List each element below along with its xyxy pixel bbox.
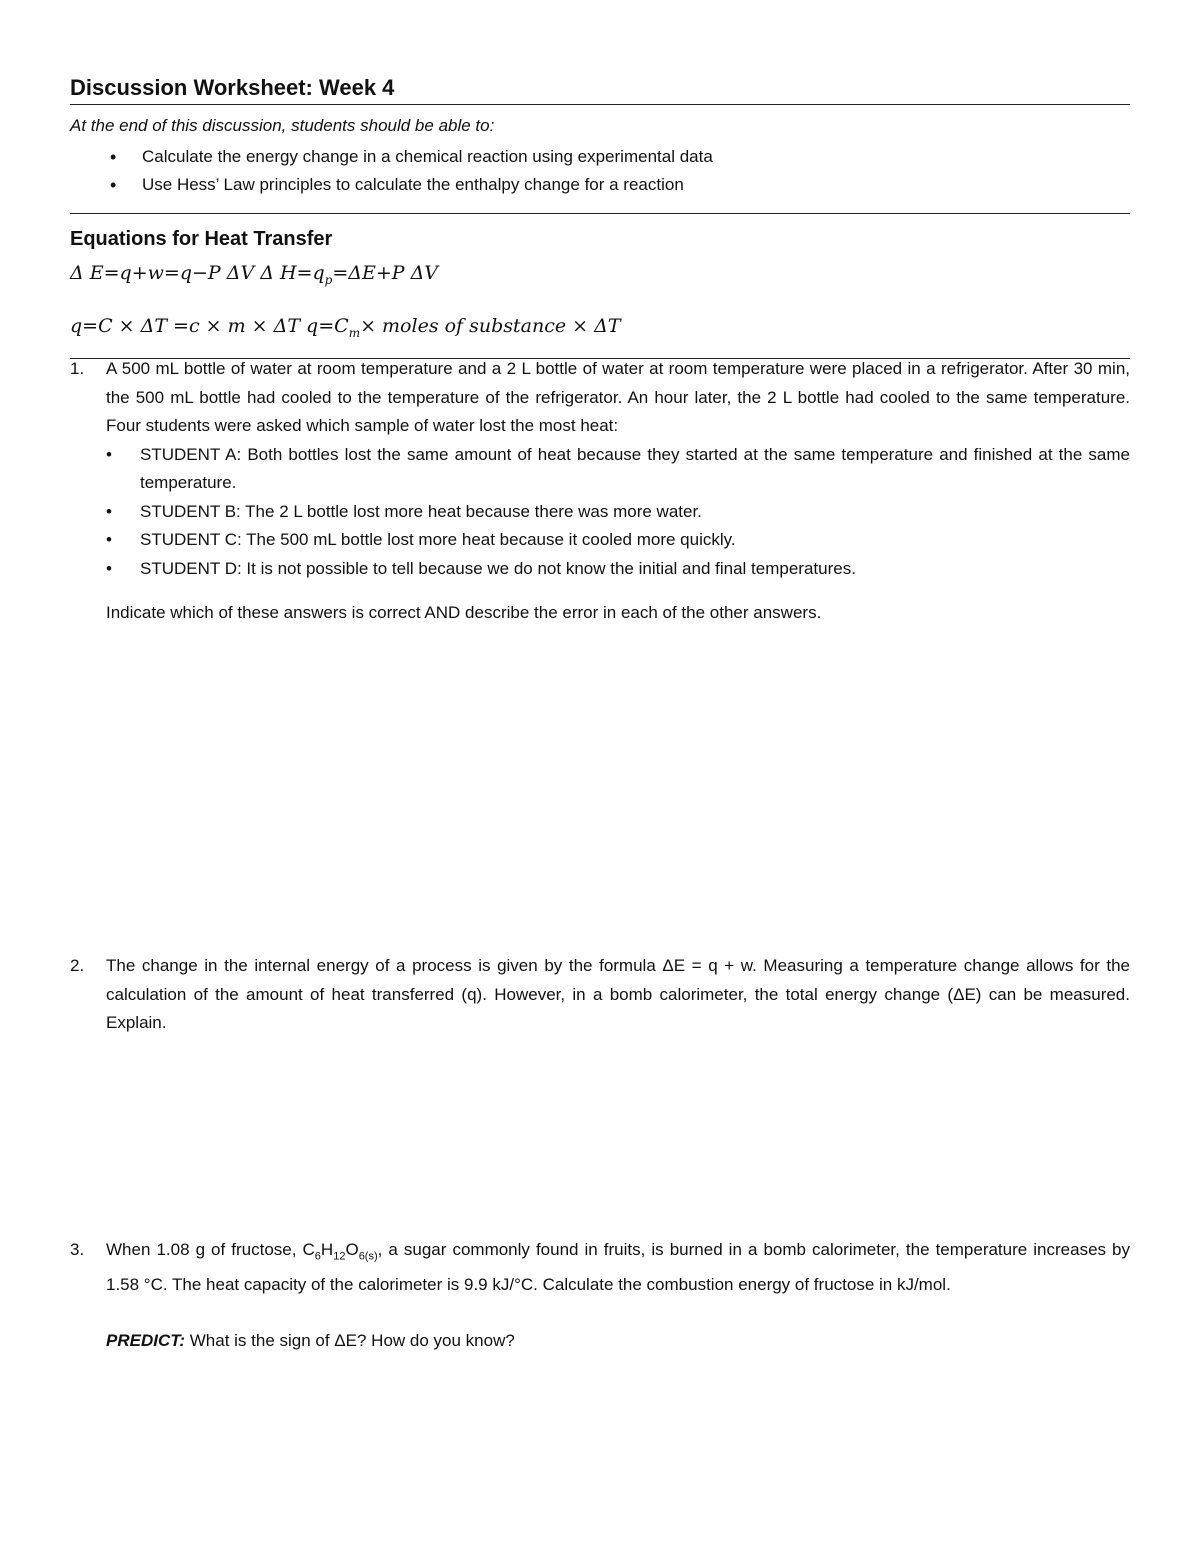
- predict-label: PREDICT:: [106, 1331, 186, 1351]
- formula-element: O: [345, 1240, 359, 1259]
- student-answer: • STUDENT D: It is not possible to tell because we do not know the initial and final temperatures.: [70, 555, 1130, 584]
- objectives-intro: At the end of this discussion, students should be able to:: [70, 116, 495, 135]
- formula-subscript: 6(s): [358, 1250, 378, 1263]
- equation-text: q=C × ΔT =c × m × ΔT q=C: [70, 314, 349, 337]
- question-number: 3.: [70, 1240, 85, 1259]
- question-3: [70, 1236, 1130, 1356]
- formula-element: H: [320, 1240, 334, 1259]
- question-text-part: When 1.08 g of fructose, C: [106, 1240, 315, 1259]
- question-text-part: , a sugar commonly found in fruits, is burned in a bomb calorimeter, the temperature increases by 1.58 °C. The heat capacity of the calorimeter is 9.9 kJ/°C. Calculate the combustion energy of fructose in kJ/mol.: [106, 1240, 1131, 1294]
- equation-text: × moles of substance × ΔT: [360, 314, 621, 337]
- objective-item: • Calculate the energy change in a chemical reaction using experimental data: [70, 143, 1130, 171]
- formula-subscript: 12: [333, 1250, 346, 1263]
- student-answer: • STUDENT A: Both bottles lost the same amount of heat because they started at the same temperature and finished at the same temperature.: [70, 441, 1130, 498]
- objective-item: • Use Hess’ Law principles to calculate the enthalpy change for a reaction: [70, 171, 1130, 199]
- equations-section-title: Equations for Heat Transfer: [70, 228, 333, 250]
- page-title: Discussion Worksheet: Week 4: [70, 75, 395, 100]
- question-1: [70, 355, 1130, 628]
- question-text: [106, 1236, 1130, 1299]
- question-instruction: Indicate which of these answers is correct AND describe the error in each of the other answers.: [106, 603, 822, 622]
- worksheet-page: [70, 74, 1130, 359]
- equation-heat: [70, 313, 1130, 352]
- question-text: The change in the internal energy of a process is given by the formula ΔE = q + w. Measuring a temperature change allows for the calculation of the amount of heat transferred (q). However, in a bomb calorimeter, the total energy change (ΔE) can be measured. Explain.: [106, 956, 1130, 1032]
- question-number: 1.: [70, 359, 85, 378]
- equation-subscript: m: [348, 325, 361, 340]
- predict-text: What is the sign of ΔE? How do you know?: [185, 1331, 515, 1351]
- question-2: [70, 952, 1130, 1038]
- student-answer: • STUDENT C: The 500 mL bottle lost more heat because it cooled more quickly.: [70, 526, 1130, 555]
- equation-energy-enthalpy: [70, 260, 1130, 293]
- question-text: A 500 mL bottle of water at room temperature and a 2 L bottle of water at room temperature were placed in a refrigerator. After 30 min, the 500 mL bottle had cooled to the temperature of the refrigerator. An hour later, the 2 L bottle had cooled to the same temperature. Four students were asked which sample of water lost the most heat:: [106, 359, 1130, 435]
- student-answer: • STUDENT B: The 2 L bottle lost more heat because there was more water.: [70, 498, 1130, 527]
- equation-subscript: p: [324, 272, 333, 287]
- equation-text: =ΔE+P ΔV: [332, 262, 439, 284]
- section-divider: [70, 213, 1130, 214]
- equation-text: Δ E=q+w=q−P ΔV Δ H=q: [70, 262, 325, 284]
- predict-prompt: [106, 1327, 1130, 1356]
- student-answers-list: [70, 441, 1130, 584]
- question-number: 2.: [70, 956, 85, 975]
- title-divider: [70, 104, 1130, 105]
- objectives-list: [70, 143, 1130, 199]
- formula-subscript: 6: [314, 1250, 321, 1263]
